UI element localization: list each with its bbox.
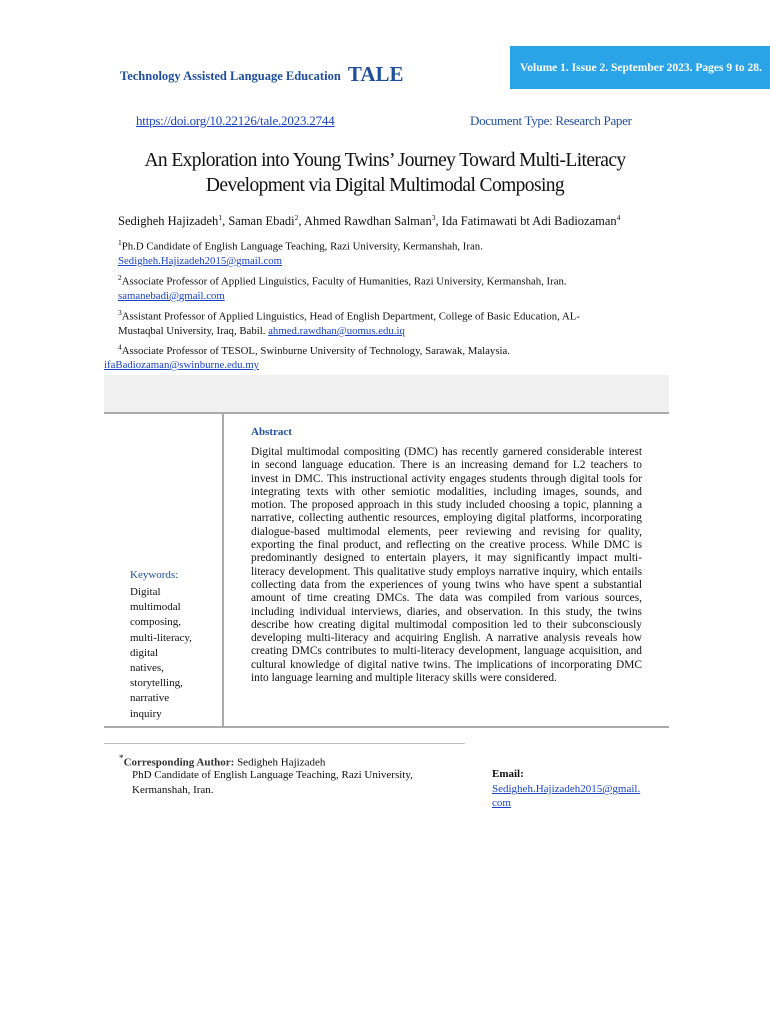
aff-text: Associate Professor of Applied Linguistics, Faculty of Humanities, Razi University, Kermanshah, Iran.: [121, 275, 567, 288]
keyword: multimodal: [130, 601, 181, 614]
keywords-list: [130, 585, 210, 722]
aff-text: Ph.D Candidate of English Language Teaching, Razi University, Kermanshah, Iran.: [121, 240, 483, 253]
affiliation-1: [118, 236, 678, 268]
footnote-divider: [104, 743, 465, 744]
keyword: narrative: [130, 692, 170, 705]
corresponding-email-link[interactable]: Sedigheh.Hajizadeh2015@gmail.com: [492, 783, 641, 809]
corresponding-affiliation: PhD Candidate of English Language Teaching, Razi University, Kermanshah, Iran.: [132, 769, 413, 796]
author-name: Ahmed Rawdhan Salman: [303, 214, 432, 229]
author-list: Sedigheh Hajizadeh$^1$, Saman Ebadi$^2$, Ahmed Rawdhan Salman$^3$, Ida Fatimawati bt Adi Badiozaman$^4$: [118, 213, 621, 229]
corresponding-label: Corresponding Author:: [123, 756, 235, 769]
aff-email-link[interactable]: Sedigheh.Hajizadeh2015@gmail.com: [118, 254, 283, 267]
keyword: composing,: [130, 616, 182, 629]
keyword: Digital: [130, 586, 161, 598]
affiliation-2: [118, 271, 678, 303]
doi-link[interactable]: https://doi.org/10.22126/tale.2023.2744: [136, 113, 335, 128]
keyword: digital: [130, 646, 159, 659]
corresponding-name: Sedigheh Hajizadeh: [237, 756, 326, 769]
journal-full-name: Technology Assisted Language Education: [120, 69, 341, 83]
abstract-text: Digital multimodal compositing (DMC) has recently garnered considerable interest in second language education. There is an increasing demand for L2 teachers to invest in DMC. This instructional activity engages students through digital tools for integrating texts with other semiotic modalities, including images, sounds, and motion. The proposed approach in this study included choosing a topic, planning a narrative, collecting authentic resources, employing digital platforms, incorporating dialogue-based multimodal elements, peer reviewing and revising for quality, exporting the final product, and reflecting on the creative process. While DMC is predominantly designed to entertain players, it may significantly impact multi-literacy development. This qualitative study employs narrative inquiry, which entails collecting data from the experiences of young twins who have spent a substantial amount of time creating DMCs. The data was compiled from various sources, including individual interviews, diaries, and observation. In this study, the twins describe how creating digital multimodal composition led to their subconsciously developing multi-literacy and acquiring English. A narrative analysis reveals how creating DMCs contributes to multi-literacy development, language acquisition, and cultural knowledge of digital native twins. The implications of incorporating DMC into language learning and multiple literacy skills were considered.: [251, 446, 642, 685]
affiliation-4: [104, 340, 664, 372]
aff-sup: 3: [118, 308, 122, 317]
divider: [222, 414, 224, 727]
aff-sup: 4: [118, 342, 122, 351]
author-name: Saman Ebadi: [228, 214, 295, 229]
divider: [104, 726, 669, 728]
title-line-2: Development via Digital Multimodal Composing: [205, 175, 565, 196]
keyword: inquiry: [130, 707, 162, 720]
aff-email-link[interactable]: ahmed.rawdhan@uomus.edu.iq: [268, 324, 405, 337]
keyword: multi-literacy,: [130, 631, 192, 644]
author-name: Ida Fatimawati bt Adi Badiozaman: [441, 214, 617, 229]
author-sup: 3: [431, 213, 436, 222]
author-sup: 2: [294, 213, 299, 222]
volume-info: Volume 1. Issue 2. September 2023. Pages 9 to 28.: [520, 61, 762, 74]
aff-sup: 1: [118, 238, 122, 247]
divider: [104, 412, 669, 414]
aff-email-link[interactable]: samanebadi@gmail.com: [118, 289, 225, 302]
author-sup: 4: [616, 213, 621, 222]
corresponding-author: *Corresponding Author: Sedigheh Hajizadeh: [119, 753, 326, 769]
document-type: Document Type: Research Paper: [470, 113, 632, 128]
volume-banner: [510, 46, 770, 89]
email-label: Email:: [492, 768, 524, 780]
keyword: natives,: [130, 662, 164, 675]
journal-abbr: TALE: [347, 62, 404, 86]
journal-name: [120, 62, 404, 87]
abstract-header-bar: [104, 375, 669, 412]
keywords-label: Keywords:: [130, 569, 179, 581]
abstract-heading: Abstract: [251, 426, 292, 438]
keyword: storytelling,: [130, 677, 183, 690]
aff-text: Assistant Professor of Applied Linguistics, Head of English Department, College of Basic Education, AL-Mustaqbal University, Iraq, Babil.: [118, 310, 580, 337]
author-sup: 1: [218, 213, 223, 222]
title-line-1: An Exploration into Young Twins’ Journey Toward Multi-Literacy: [144, 150, 626, 171]
paper-title: [100, 148, 670, 198]
aff-sup: 2: [118, 273, 122, 282]
aff-text: Associate Professor of TESOL, Swinburne University of Technology, Sarawak, Malaysia.: [121, 344, 511, 357]
author-name: Sedigheh Hajizadeh: [118, 214, 219, 229]
affiliation-3: [118, 306, 613, 338]
aff-email-link[interactable]: ifaBadiozaman@swinburne.edu.my: [104, 358, 260, 371]
